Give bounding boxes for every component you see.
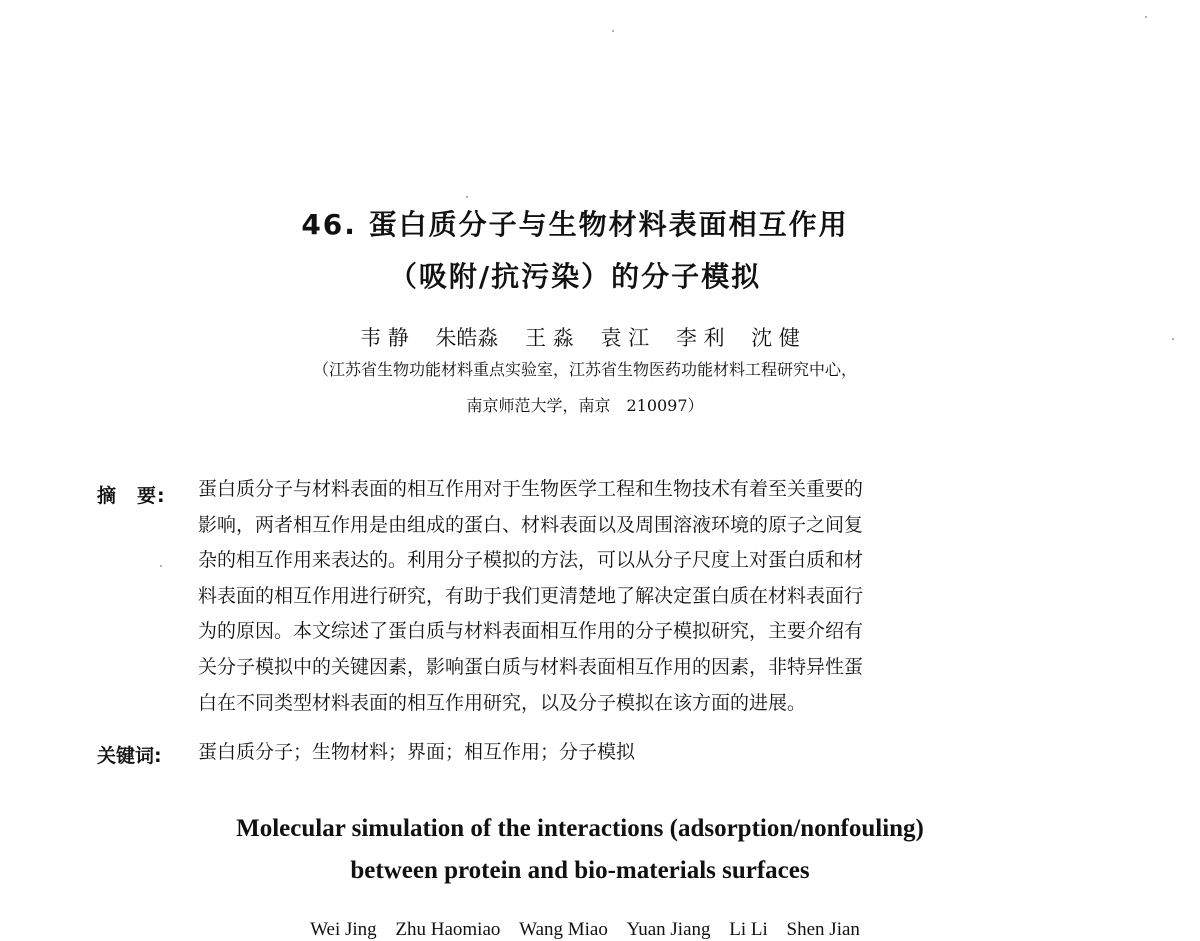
author-en: Shen Jian (786, 919, 860, 940)
abstract-line: 蛋白质分子与材料表面的相互作用对于生物医学工程和生物技术有着至关重要的 (198, 478, 864, 500)
author-en: Wei Jing (310, 919, 377, 940)
title-en-line-2: between protein and bio-materials surfaces (350, 857, 810, 884)
author-cn: 朱皓淼 (435, 326, 499, 350)
author-en: Yuan Jiang (626, 919, 711, 940)
title-cn-line-1: 46. 蛋白质分子与生物材料表面相互作用 (301, 208, 849, 241)
title-cn-line-2: （吸附/抗污染）的分子模拟 (388, 260, 762, 293)
abstract-label: 摘 要: (97, 485, 166, 507)
abstract-line: 关分子模拟中的关键因素，影响蛋白质与材料表面相互作用的因素，非特异性蛋 (198, 655, 864, 678)
affiliation-line-2: 南京师范大学，南京 210097） (466, 396, 704, 415)
affiliation-line-1: （江苏省生物功能材料重点实验室，江苏省生物医药功能材料工程研究中心， (312, 360, 857, 379)
scan-speck (466, 196, 468, 198)
title-en-line-1: Molecular simulation of the interactions (adsorption/nonfouling) (236, 815, 924, 842)
abstract-line: 杂的相互作用来表达的。利用分子模拟的方法，可以从分子尺度上对蛋白质和材 (198, 549, 864, 572)
author-cn: 韦 静 (360, 326, 409, 350)
author-cn: 李 利 (675, 326, 725, 350)
scan-speck (1172, 338, 1174, 340)
author-en: Li Li (729, 919, 768, 940)
abstract-body (198, 472, 1068, 721)
abstract-line: 白在不同类型材料表面的相互作用研究，以及分子模拟在该方面的进展。 (198, 691, 807, 714)
authors-en (0, 919, 1170, 941)
abstract-line: 影响，两者相互作用是由组成的蛋白、材料表面以及周围溶液环境的原子之间复 (198, 513, 864, 536)
keywords-label: 关键词: (97, 745, 162, 767)
author-cn: 王 淼 (525, 326, 574, 350)
author-en: Wang Miao (519, 919, 608, 940)
scan-speck (612, 30, 614, 32)
keywords-text: 蛋白质分子；生物材料；界面；相互作用；分子模拟 (198, 741, 636, 763)
abstract-line: 为的原因。本文综述了蛋白质与材料表面相互作用的分子模拟研究，主要介绍有 (198, 620, 864, 643)
scan-speck (1145, 16, 1147, 18)
authors-cn (0, 322, 1160, 352)
author-cn: 沈 健 (751, 326, 800, 350)
author-cn: 袁 江 (600, 326, 650, 350)
abstract-line: 料表面的相互作用进行研究，有助于我们更清楚地了解决定蛋白质在材料表面行 (198, 584, 864, 607)
scan-speck (160, 565, 162, 567)
author-en: Zhu Haomiao (395, 919, 501, 940)
